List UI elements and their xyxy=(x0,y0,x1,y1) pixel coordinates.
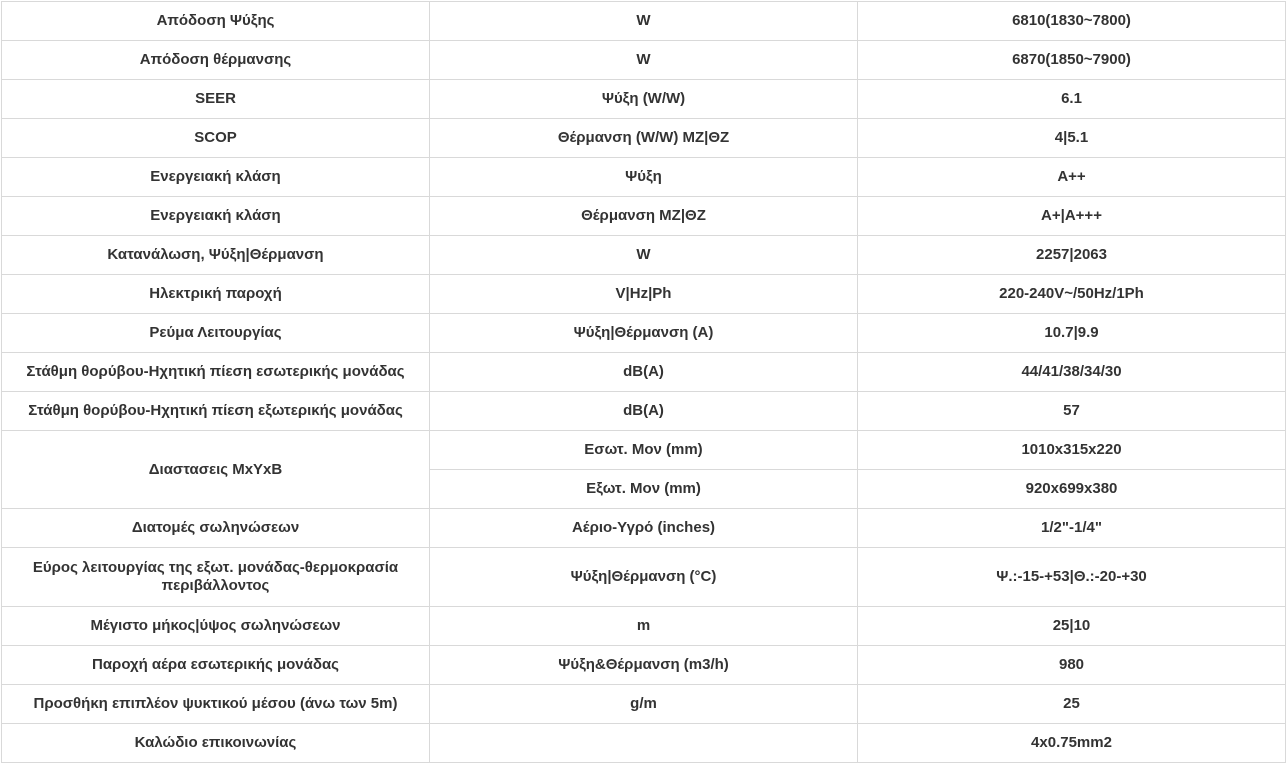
row-label: Μέγιστο μήκος|ύψος σωληνώσεων xyxy=(2,607,430,646)
row-label: Ηλεκτρική παροχή xyxy=(2,275,430,314)
row-label: Ενεργειακή κλάση xyxy=(2,158,430,197)
dimensions-label: Διαστασεις ΜxΥxΒ xyxy=(2,431,430,509)
row-unit: Ψύξη|Θέρμανση (A) xyxy=(430,314,858,353)
row-value: 220-240V~/50Hz/1Ph xyxy=(858,275,1286,314)
row-value: 25|10 xyxy=(858,607,1286,646)
row-unit: dB(A) xyxy=(430,353,858,392)
outdoor-unit-label: Εξωτ. Μον (mm) xyxy=(430,470,858,509)
row-label: Προσθήκη επιπλέον ψυκτικού μέσου (άνω των 5m) xyxy=(2,685,430,724)
row-label: SEER xyxy=(2,80,430,119)
table-row xyxy=(2,431,1286,470)
outdoor-unit-value: 920x699x380 xyxy=(858,470,1286,509)
row-label: Διατομές σωληνώσεων xyxy=(2,509,430,548)
row-value: 10.7|9.9 xyxy=(858,314,1286,353)
row-label: SCOP xyxy=(2,119,430,158)
row-unit: Ψύξη|Θέρμανση (°C) xyxy=(430,548,858,607)
table-row xyxy=(2,314,1286,353)
row-value: 25 xyxy=(858,685,1286,724)
row-unit: W xyxy=(430,2,858,41)
row-unit: V|Hz|Ph xyxy=(430,275,858,314)
table-row xyxy=(2,548,1286,607)
row-value: 1/2"-1/4" xyxy=(858,509,1286,548)
row-unit: m xyxy=(430,607,858,646)
row-label: Ρεύμα Λειτουργίας xyxy=(2,314,430,353)
table-row xyxy=(2,353,1286,392)
row-unit: Θέρμανση ΜΖ|ΘΖ xyxy=(430,197,858,236)
indoor-unit-label: Εσωτ. Μον (mm) xyxy=(430,431,858,470)
table-row xyxy=(2,80,1286,119)
table-row xyxy=(2,2,1286,41)
row-unit: dB(A) xyxy=(430,392,858,431)
table-row xyxy=(2,41,1286,80)
table-row xyxy=(2,509,1286,548)
row-value: 2257|2063 xyxy=(858,236,1286,275)
row-unit: g/m xyxy=(430,685,858,724)
row-unit: Ψύξη xyxy=(430,158,858,197)
row-value: 4x0.75mm2 xyxy=(858,724,1286,763)
row-label: Παροχή αέρα εσωτερικής μονάδας xyxy=(2,646,430,685)
row-value: 44/41/38/34/30 xyxy=(858,353,1286,392)
table-row xyxy=(2,607,1286,646)
table-row xyxy=(2,197,1286,236)
row-unit: Ψύξη (W/W) xyxy=(430,80,858,119)
row-label: Κατανάλωση, Ψύξη|Θέρμανση xyxy=(2,236,430,275)
table-row xyxy=(2,158,1286,197)
row-unit: Ψύξη&Θέρμανση (m3/h) xyxy=(430,646,858,685)
table-row xyxy=(2,392,1286,431)
row-value: 4|5.1 xyxy=(858,119,1286,158)
row-unit: W xyxy=(430,41,858,80)
row-label: Απόδοση Ψύξης xyxy=(2,2,430,41)
row-label: Απόδοση θέρμανσης xyxy=(2,41,430,80)
row-value: 6.1 xyxy=(858,80,1286,119)
row-label: Εύρος λειτουργίας της εξωτ. μονάδας-θερμοκρασία περιβάλλοντος xyxy=(2,548,430,607)
table-row xyxy=(2,119,1286,158)
table-row xyxy=(2,275,1286,314)
row-value: 980 xyxy=(858,646,1286,685)
row-unit: Θέρμανση (W/W) ΜΖ|ΘΖ xyxy=(430,119,858,158)
row-unit: Αέριο-Υγρό (inches) xyxy=(430,509,858,548)
row-unit xyxy=(430,724,858,763)
row-value: 6810(1830~7800) xyxy=(858,2,1286,41)
table-row xyxy=(2,236,1286,275)
row-value: A++ xyxy=(858,158,1286,197)
row-value: Ψ.:-15-+53|Θ.:-20-+30 xyxy=(858,548,1286,607)
row-label: Καλώδιο επικοινωνίας xyxy=(2,724,430,763)
spec-table xyxy=(1,1,1286,763)
table-row xyxy=(2,685,1286,724)
row-value: 6870(1850~7900) xyxy=(858,41,1286,80)
table-row xyxy=(2,724,1286,763)
row-value: A+|A+++ xyxy=(858,197,1286,236)
row-value: 57 xyxy=(858,392,1286,431)
row-label: Στάθμη θορύβου-Ηχητική πίεση εξωτερικής μονάδας xyxy=(2,392,430,431)
row-label: Ενεργειακή κλάση xyxy=(2,197,430,236)
indoor-unit-value: 1010x315x220 xyxy=(858,431,1286,470)
table-row xyxy=(2,646,1286,685)
row-unit: W xyxy=(430,236,858,275)
row-label: Στάθμη θορύβου-Ηχητική πίεση εσωτερικής μονάδας xyxy=(2,353,430,392)
